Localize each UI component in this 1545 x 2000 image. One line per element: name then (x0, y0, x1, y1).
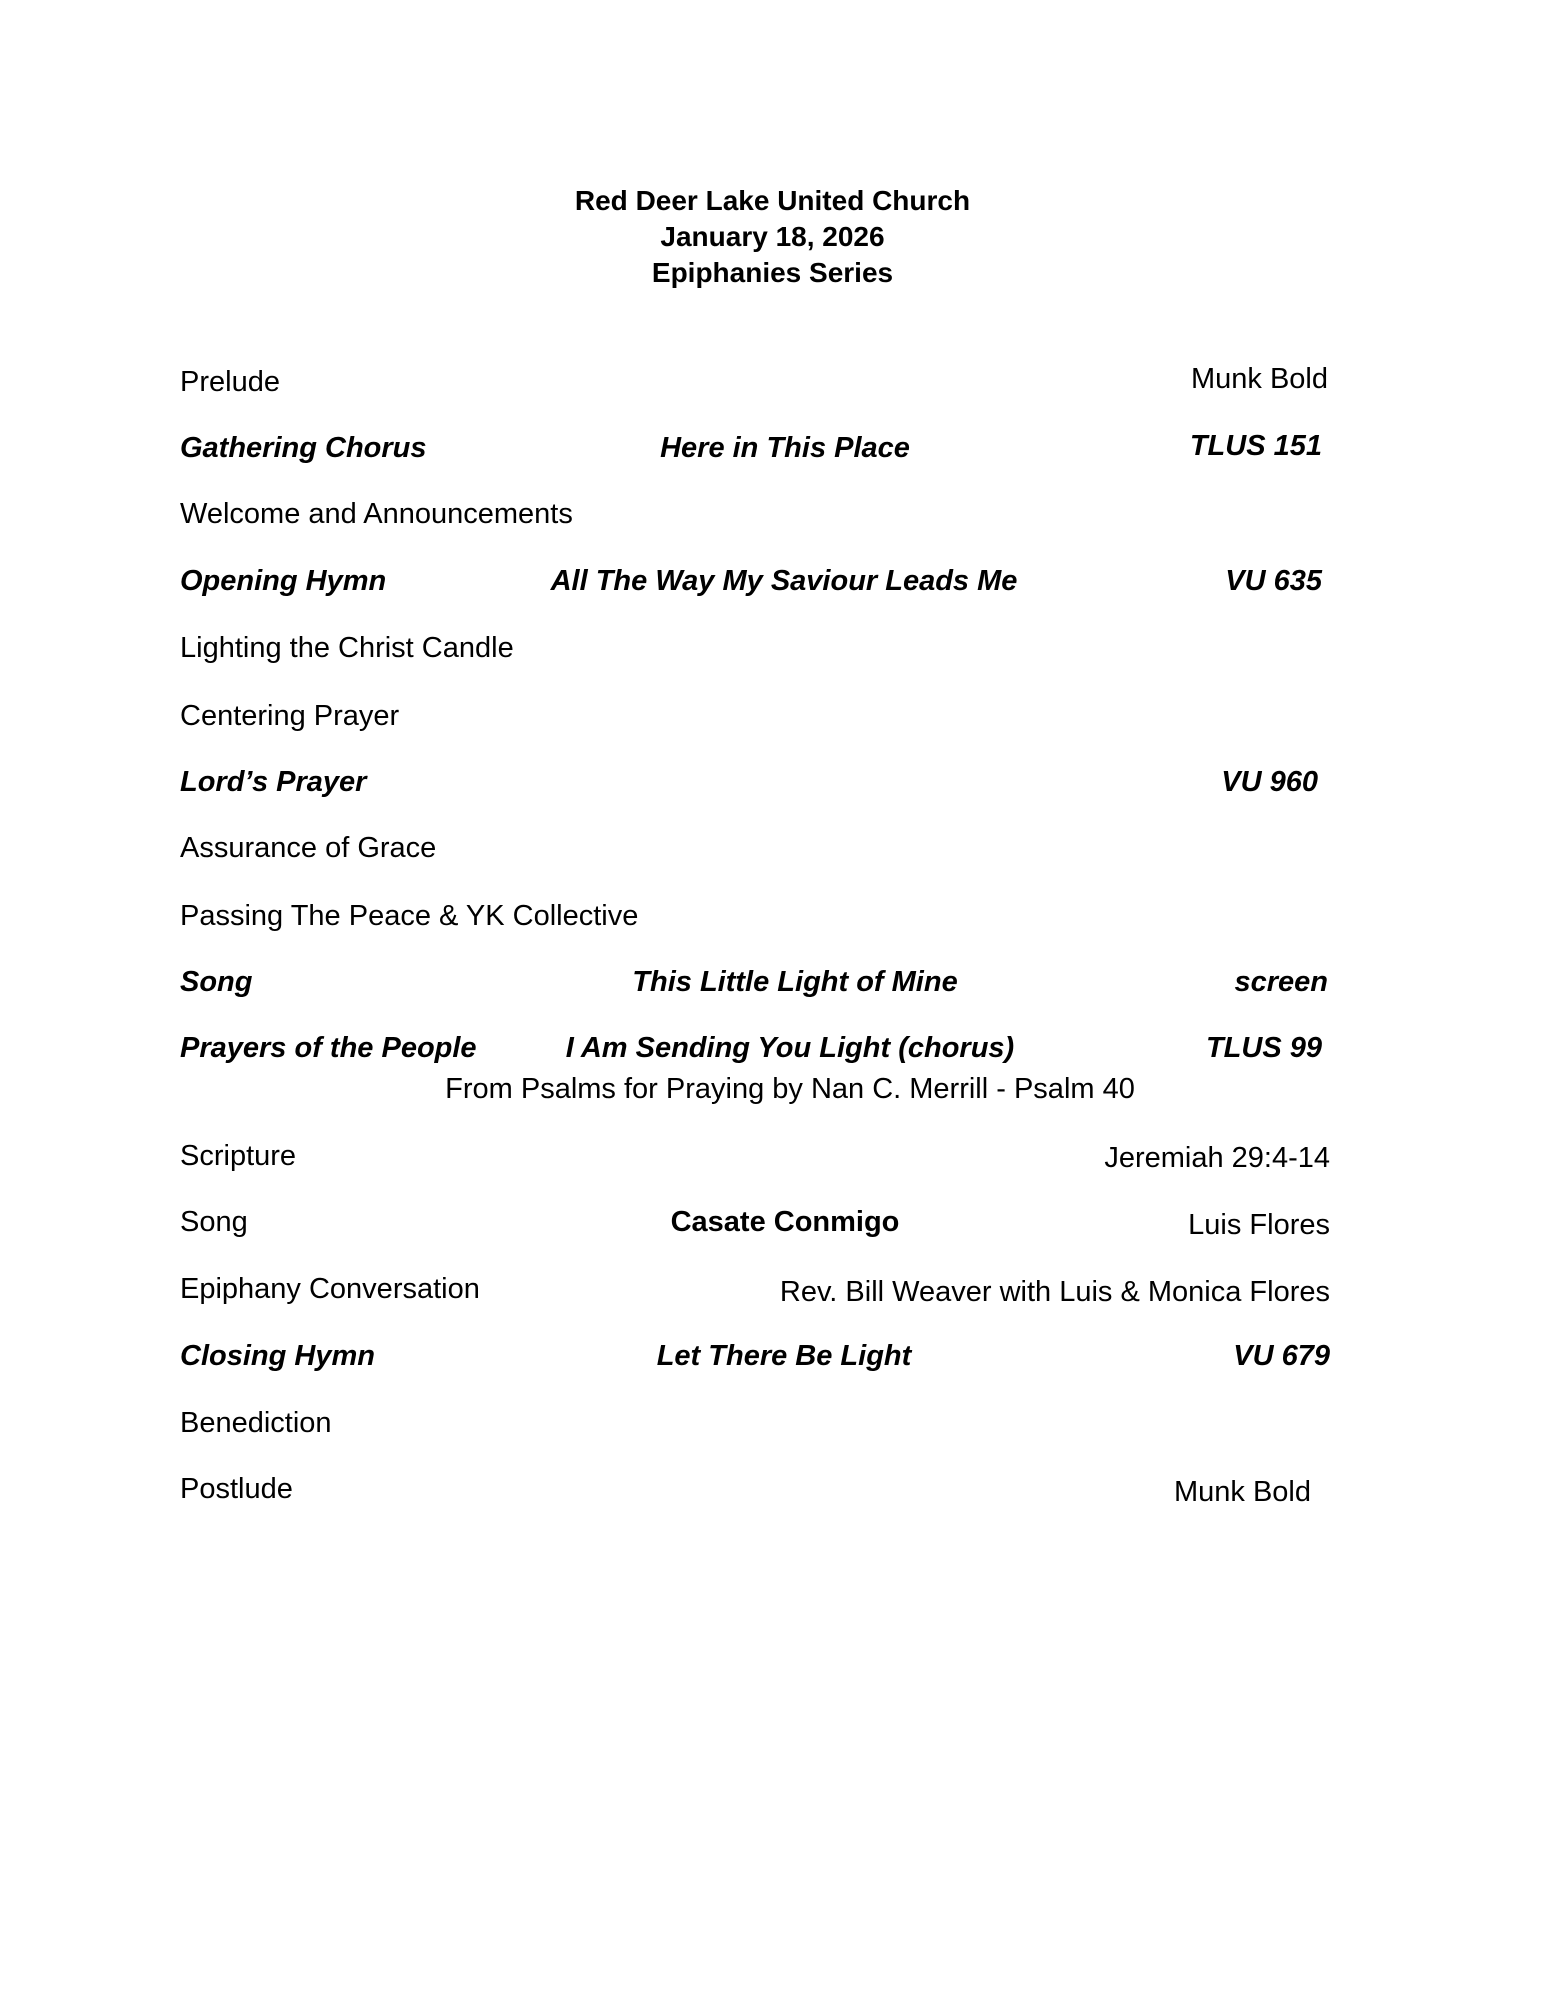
order-item-label: Assurance of Grace (180, 832, 437, 864)
order-item-subline: From Psalms for Praying by Nan C. Merrill - Psalm 40 (445, 1073, 1135, 1105)
order-item-label: Welcome and Announcements (180, 498, 573, 530)
order-item-ref: VU 960 (1221, 766, 1318, 798)
order-item-label: Song (180, 966, 253, 998)
order-item-title: This Little Light of Mine (632, 966, 958, 998)
order-item-ref: Munk Bold (1190, 363, 1328, 395)
order-item-ref: Luis Flores (1188, 1209, 1330, 1241)
order-item-song-1 (0, 966, 1545, 1006)
service-date: January 18, 2026 (660, 221, 885, 252)
order-item-prayers-people (0, 1032, 1545, 1072)
order-item-ref: Munk Bold (1173, 1476, 1311, 1508)
order-item-label: Passing The Peace & YK Collective (180, 900, 639, 932)
order-item-title: I Am Sending You Light (chorus) (565, 1032, 1015, 1064)
order-item-benediction (0, 1407, 1545, 1447)
order-item-ref: TLUS 99 (1205, 1032, 1322, 1064)
order-item-centering-prayer (0, 700, 1545, 740)
order-item-scripture (0, 1140, 1545, 1180)
order-item-ref: TLUS 151 (1189, 430, 1322, 462)
order-item-title: Casate Conmigo (670, 1206, 900, 1238)
order-item-lighting-candle (0, 632, 1545, 672)
order-item-label: Centering Prayer (180, 700, 400, 732)
order-item-ref: screen (1234, 966, 1328, 998)
order-item-label: Prayers of the People (180, 1032, 477, 1064)
order-item-ref: Jeremiah 29:4-14 (1104, 1142, 1330, 1174)
order-item-assurance (0, 832, 1545, 872)
order-item-label: Gathering Chorus (180, 432, 427, 464)
order-item-title: Let There Be Light (656, 1340, 912, 1372)
order-item-ref: VU 679 (1233, 1340, 1330, 1372)
order-item-opening-hymn (0, 565, 1545, 605)
order-item-title: All The Way My Saviour Leads Me (550, 565, 1018, 597)
order-item-label: Benediction (180, 1407, 332, 1439)
order-item-closing-hymn (0, 1340, 1545, 1380)
order-item-label: Postlude (180, 1473, 293, 1505)
church-name: Red Deer Lake United Church (574, 185, 971, 216)
order-item-label: Epiphany Conversation (180, 1273, 480, 1305)
order-item-postlude (0, 1473, 1545, 1513)
order-item-prelude (0, 363, 1545, 406)
order-item-label: Opening Hymn (180, 565, 387, 597)
order-item-welcome (0, 498, 1545, 538)
order-item-song-2 (0, 1206, 1545, 1246)
order-item-label: Prelude (180, 366, 280, 398)
series-title: Epiphanies Series (651, 257, 894, 288)
order-item-lords-prayer (0, 766, 1545, 806)
order-item-title: Here in This Place (660, 432, 910, 464)
order-item-label: Song (180, 1206, 248, 1238)
order-item-passing-peace (0, 900, 1545, 940)
bulletin-header (0, 183, 1545, 291)
order-item-label: Closing Hymn (180, 1340, 375, 1372)
order-item-ref: VU 635 (1225, 565, 1322, 597)
order-item-label: Scripture (180, 1140, 297, 1172)
order-item-gathering-chorus (0, 432, 1545, 472)
order-item-epiphany-conversation (0, 1273, 1545, 1313)
order-item-label: Lord’s Prayer (180, 766, 367, 798)
order-item-ref: Rev. Bill Weaver with Luis & Monica Flores (779, 1276, 1330, 1308)
order-item-label: Lighting the Christ Candle (180, 632, 514, 664)
